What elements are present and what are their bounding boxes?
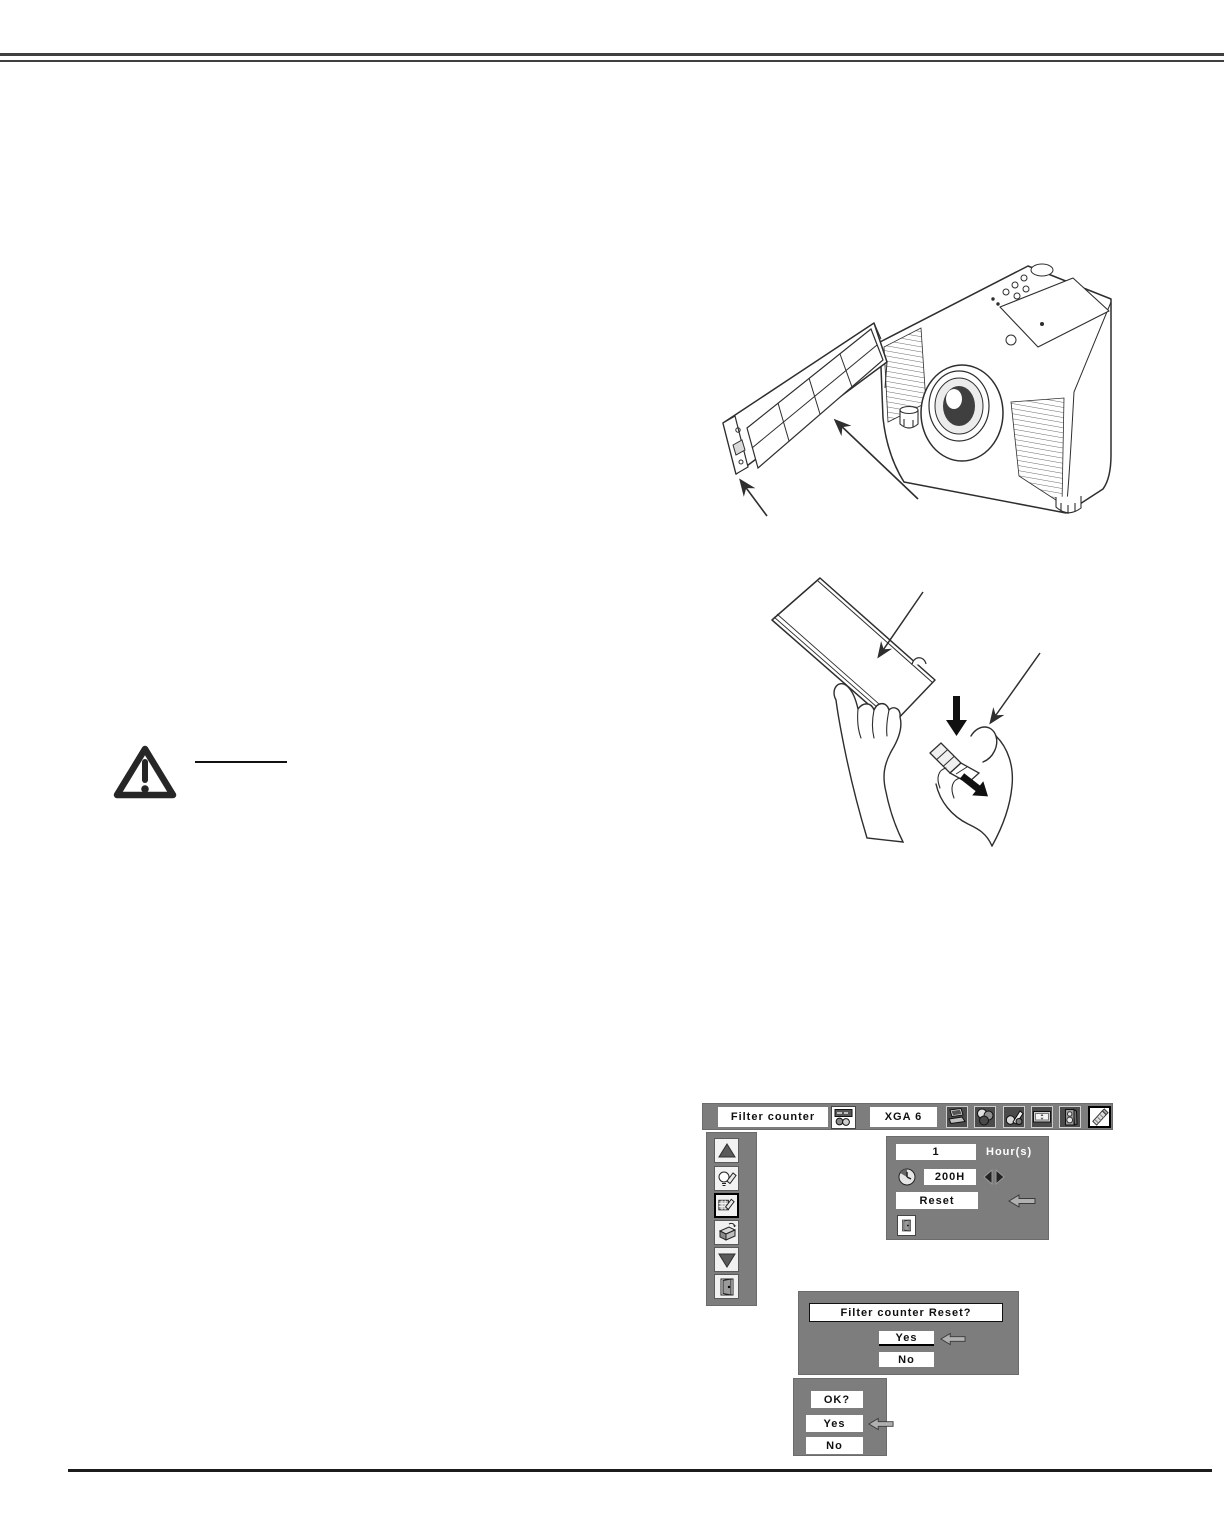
scroll-up-icon[interactable] bbox=[714, 1138, 739, 1163]
filter-counter-reset-dialog bbox=[798, 1291, 1019, 1375]
scroll-down-icon[interactable] bbox=[714, 1247, 739, 1272]
cover-latch bbox=[930, 743, 979, 783]
press-down-arrow bbox=[946, 696, 967, 736]
setting-icon[interactable] bbox=[1003, 1106, 1025, 1128]
reset-dialog-title: Filter counter Reset? bbox=[809, 1303, 1003, 1322]
screen-icon[interactable] bbox=[1031, 1106, 1053, 1128]
filter-counter-panel bbox=[886, 1136, 1049, 1240]
osd-sidebar bbox=[706, 1132, 757, 1306]
timer-value-box[interactable]: 200H bbox=[924, 1169, 976, 1185]
filter-removal-illustration bbox=[740, 570, 1070, 850]
clock-icon bbox=[898, 1168, 916, 1186]
input-icon[interactable] bbox=[946, 1106, 968, 1128]
latch-pointer-arrow-2 bbox=[991, 653, 1040, 722]
adjustable-foot bbox=[900, 407, 918, 429]
projector-lens bbox=[921, 365, 1003, 461]
caution-heading-underline bbox=[195, 761, 287, 763]
sound-icon[interactable] bbox=[1059, 1106, 1081, 1128]
input-source-icon[interactable] bbox=[831, 1106, 856, 1129]
projector-open-filter-illustration bbox=[690, 250, 1140, 540]
select-arrow-icon bbox=[1008, 1194, 1036, 1208]
left-right-arrows-icon[interactable] bbox=[982, 1169, 1006, 1185]
menu-title-box: Filter counter bbox=[718, 1107, 828, 1127]
reset-dialog-yes-button[interactable]: Yes bbox=[879, 1331, 934, 1346]
lamp-counter-icon[interactable] bbox=[714, 1166, 739, 1191]
reset-dialog-no-button[interactable]: No bbox=[879, 1352, 934, 1367]
latch-pointer-arrow bbox=[741, 481, 767, 516]
next-menu-icon[interactable] bbox=[1112, 1106, 1113, 1128]
ok-dialog-title: OK? bbox=[811, 1391, 863, 1408]
exit-icon[interactable] bbox=[714, 1274, 739, 1299]
reset-button[interactable]: Reset bbox=[896, 1192, 978, 1209]
filter-cartridge-icon[interactable] bbox=[714, 1220, 739, 1245]
filter-menu-icon[interactable] bbox=[1088, 1106, 1111, 1128]
ok-dialog-yes-button[interactable]: Yes bbox=[806, 1415, 863, 1432]
hours-unit-label: Hour(s) bbox=[986, 1146, 1033, 1158]
left-hand bbox=[834, 684, 903, 842]
panel-pointer-arrow bbox=[879, 592, 923, 656]
image-adjust-icon[interactable] bbox=[974, 1106, 996, 1128]
bottom-rule bbox=[68, 1469, 1212, 1472]
filter-counter-icon[interactable] bbox=[714, 1193, 739, 1218]
source-box: XGA 6 bbox=[870, 1107, 937, 1127]
ok-dialog-select-arrow-icon bbox=[868, 1417, 894, 1431]
ok-dialog-no-button[interactable]: No bbox=[806, 1437, 863, 1454]
reset-dialog-select-arrow-icon bbox=[940, 1332, 966, 1346]
ok-dialog bbox=[793, 1378, 887, 1456]
top-rule bbox=[0, 53, 1224, 62]
warning-triangle-icon bbox=[112, 744, 178, 800]
exit-door-icon[interactable] bbox=[897, 1215, 916, 1236]
hours-value-box: 1 bbox=[896, 1144, 976, 1160]
osd-menu-bar bbox=[702, 1103, 1113, 1130]
